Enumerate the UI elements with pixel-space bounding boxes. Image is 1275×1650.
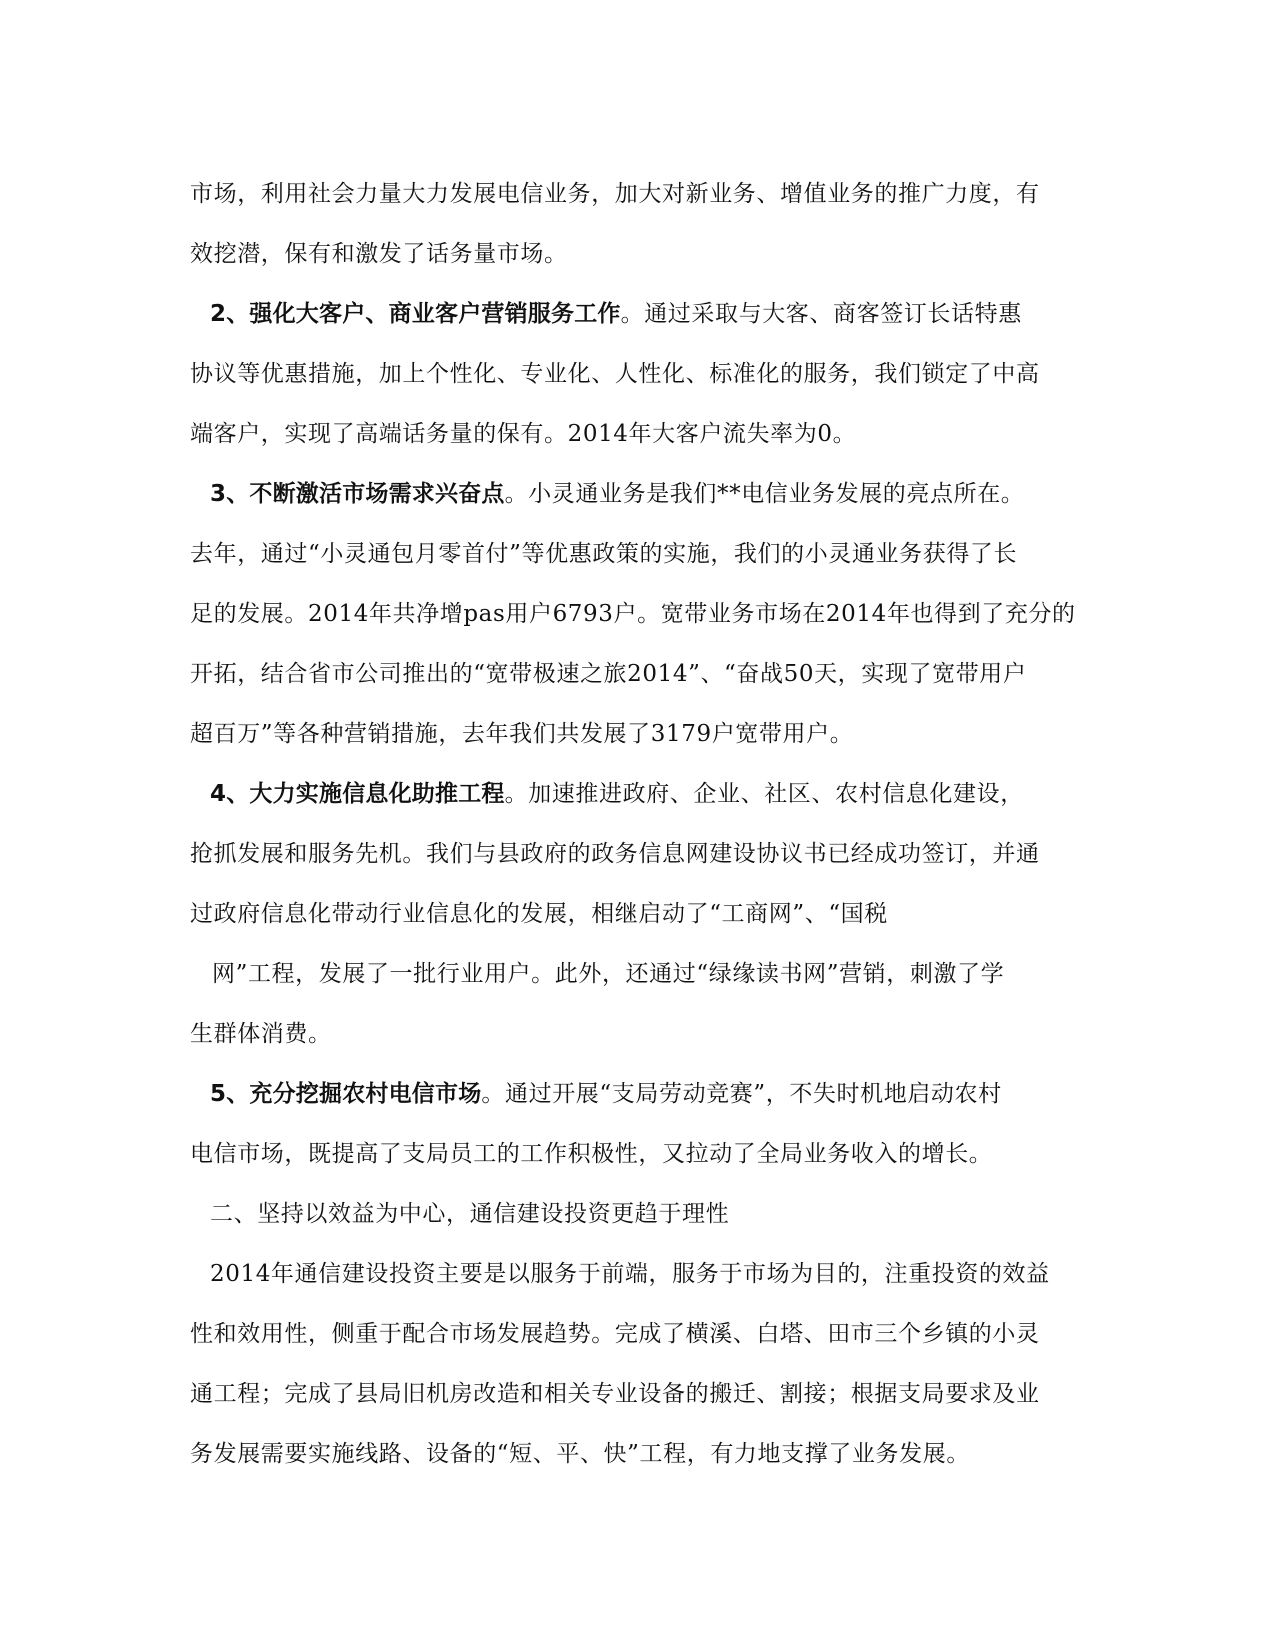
paragraph-2-line-2: 协议等优惠措施，加上个性化、专业化、人性化、标准化的服务，我们锁定了中高 xyxy=(190,361,1040,387)
paragraph-6-line-3: 通工程；完成了县局旧机房改造和相关专业设备的搬迁、割接；根据支局要求及业 xyxy=(190,1381,1040,1407)
paragraph-6-line-4: 务发展需要实施线路、设备的“短、平、快”工程，有力地支撑了业务发展。 xyxy=(190,1441,970,1467)
paragraph-3-line-3: 足的发展。2014年共净增pas用户6793户。宽带业务市场在2014年也得到了充分的 xyxy=(190,601,1076,627)
paragraph-3-line-1-text: 。小灵通业务是我们**电信业务发展的亮点所在。 xyxy=(504,481,1025,507)
paragraph-4-line-5: 生群体消费。 xyxy=(190,1021,332,1047)
paragraph-3-line-4: 开拓，结合省市公司推出的“宽带极速之旅2014”、“奋战50天，实现了宽带用户 xyxy=(190,661,1027,687)
paragraph-4-heading: 4、大力实施信息化助推工程 xyxy=(210,781,505,807)
paragraph-3-line-5: 超百万”等各种营销措施，去年我们共发展了3179户宽带用户。 xyxy=(190,721,854,747)
paragraph-1-line-1: 市场，利用社会力量大力发展电信业务，加大对新业务、增值业务的推广力度，有 xyxy=(190,181,1040,207)
paragraph-5-line-2: 电信市场，既提高了支局员工的工作积极性，又拉动了全局业务收入的增长。 xyxy=(190,1141,993,1167)
paragraph-4-line-2: 抢抓发展和服务先机。我们与县政府的政务信息网建设协议书已经成功签订，并通 xyxy=(190,841,1040,867)
section-2-title: 二、坚持以效益为中心，通信建设投资更趋于理性 xyxy=(210,1201,730,1227)
paragraph-3-heading: 3、不断激活市场需求兴奋点 xyxy=(210,481,505,507)
document-page xyxy=(190,164,1090,1484)
paragraph-2-heading: 2、强化大客户、商业客户营销服务工作 xyxy=(210,301,621,327)
paragraph-4-line-1-text: 。加速推进政府、企业、社区、农村信息化建设， xyxy=(504,781,1024,807)
paragraph-6-line-2: 性和效用性，侧重于配合市场发展趋势。完成了横溪、白塔、田市三个乡镇的小灵 xyxy=(190,1321,1040,1347)
paragraph-6-line-1: 2014年通信建设投资主要是以服务于前端，服务于市场为目的，注重投资的效益 xyxy=(210,1261,1050,1287)
paragraph-5-line-1-text: 。通过开展“支局劳动竞赛”，不失时机地启动农村 xyxy=(481,1081,1002,1107)
paragraph-2-line-3: 端客户，实现了高端话务量的保有。2014年大客户流失率为0。 xyxy=(190,421,857,447)
paragraph-4-line-4: 网”工程，发展了一批行业用户。此外，还通过“绿缘读书网”营销，刺激了学 xyxy=(212,961,1005,987)
paragraph-3-line-1 xyxy=(190,464,1090,524)
paragraph-5-line-1 xyxy=(190,1064,1090,1124)
paragraph-2-line-1 xyxy=(190,284,1090,344)
paragraph-4-line-1 xyxy=(190,764,1090,824)
paragraph-2-line-1-text: 。通过采取与大客、商客签订长话特惠 xyxy=(620,301,1022,327)
paragraph-5-heading: 5、充分挖掘农村电信市场 xyxy=(210,1081,482,1107)
paragraph-4-line-3: 过政府信息化带动行业信息化的发展，相继启动了“工商网”、“国税 xyxy=(190,901,888,927)
paragraph-1-line-2: 效挖潜，保有和激发了话务量市场。 xyxy=(190,241,568,267)
paragraph-3-line-2: 去年，通过“小灵通包月零首付”等优惠政策的实施，我们的小灵通业务获得了长 xyxy=(190,541,1018,567)
